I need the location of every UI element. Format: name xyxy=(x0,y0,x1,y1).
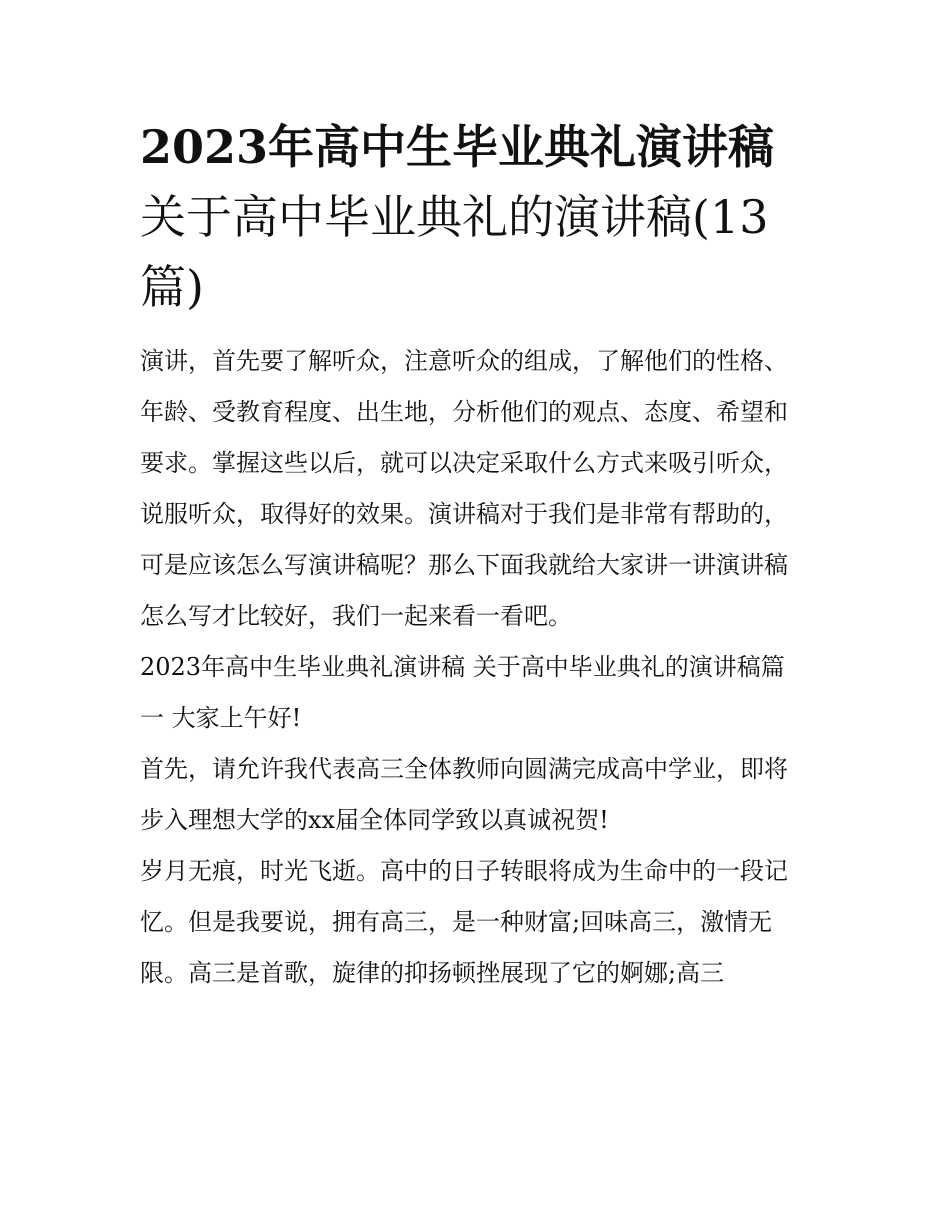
section-heading-paragraph xyxy=(140,642,816,744)
title-line-2: 关于高中毕业典礼的演讲稿(13 xyxy=(140,190,769,244)
paragraph-line: 年龄、受教育程度、出生地，分析他们的观点、态度、希望和 xyxy=(140,398,788,426)
paragraph-line: 岁月无痕，时光飞逝。高中的日子转眼将成为生命中的一段记 xyxy=(140,857,788,885)
document-page xyxy=(140,112,816,999)
paragraph-line: 怎么写才比较好，我们一起来看一看吧。 xyxy=(140,602,572,630)
paragraph-line: 演讲，首先要了解听众，注意听众的组成，了解他们的性格、 xyxy=(140,347,788,375)
paragraph-line: 步入理想大学的xx届全体同学致以真诚祝贺! xyxy=(140,806,609,834)
paragraph-line: 可是应该怎么写演讲稿呢？那么下面我就给大家讲一讲演讲稿 xyxy=(140,551,788,579)
paragraph-line: 首先，请允许我代表高三全体教师向圆满完成高中学业，即将 xyxy=(140,755,788,783)
paragraph-line: 限。高三是首歌，旋律的抑扬顿挫展现了它的婀娜;高三 xyxy=(140,959,725,987)
congratulation-paragraph xyxy=(140,744,816,846)
title-line-3: 篇) xyxy=(140,260,204,314)
paragraph-line: 2023年高中生毕业典礼演讲稿 关于高中毕业典礼的演讲稿篇 xyxy=(140,653,785,681)
paragraph-line: 一 大家上午好! xyxy=(140,704,302,732)
paragraph-line: 说服听众，取得好的效果。演讲稿对于我们是非常有帮助的， xyxy=(140,500,788,528)
paragraph-line: 忆。但是我要说，拥有高三，是一种财富;回味高三，激情无 xyxy=(140,908,773,936)
memory-paragraph xyxy=(140,846,816,999)
paragraph-line: 要求。掌握这些以后，就可以决定采取什么方式来吸引听众， xyxy=(140,449,788,477)
document-title xyxy=(140,112,816,322)
intro-paragraph xyxy=(140,336,816,642)
title-line-1: 2023年高中生毕业典礼演讲稿 xyxy=(140,120,775,174)
